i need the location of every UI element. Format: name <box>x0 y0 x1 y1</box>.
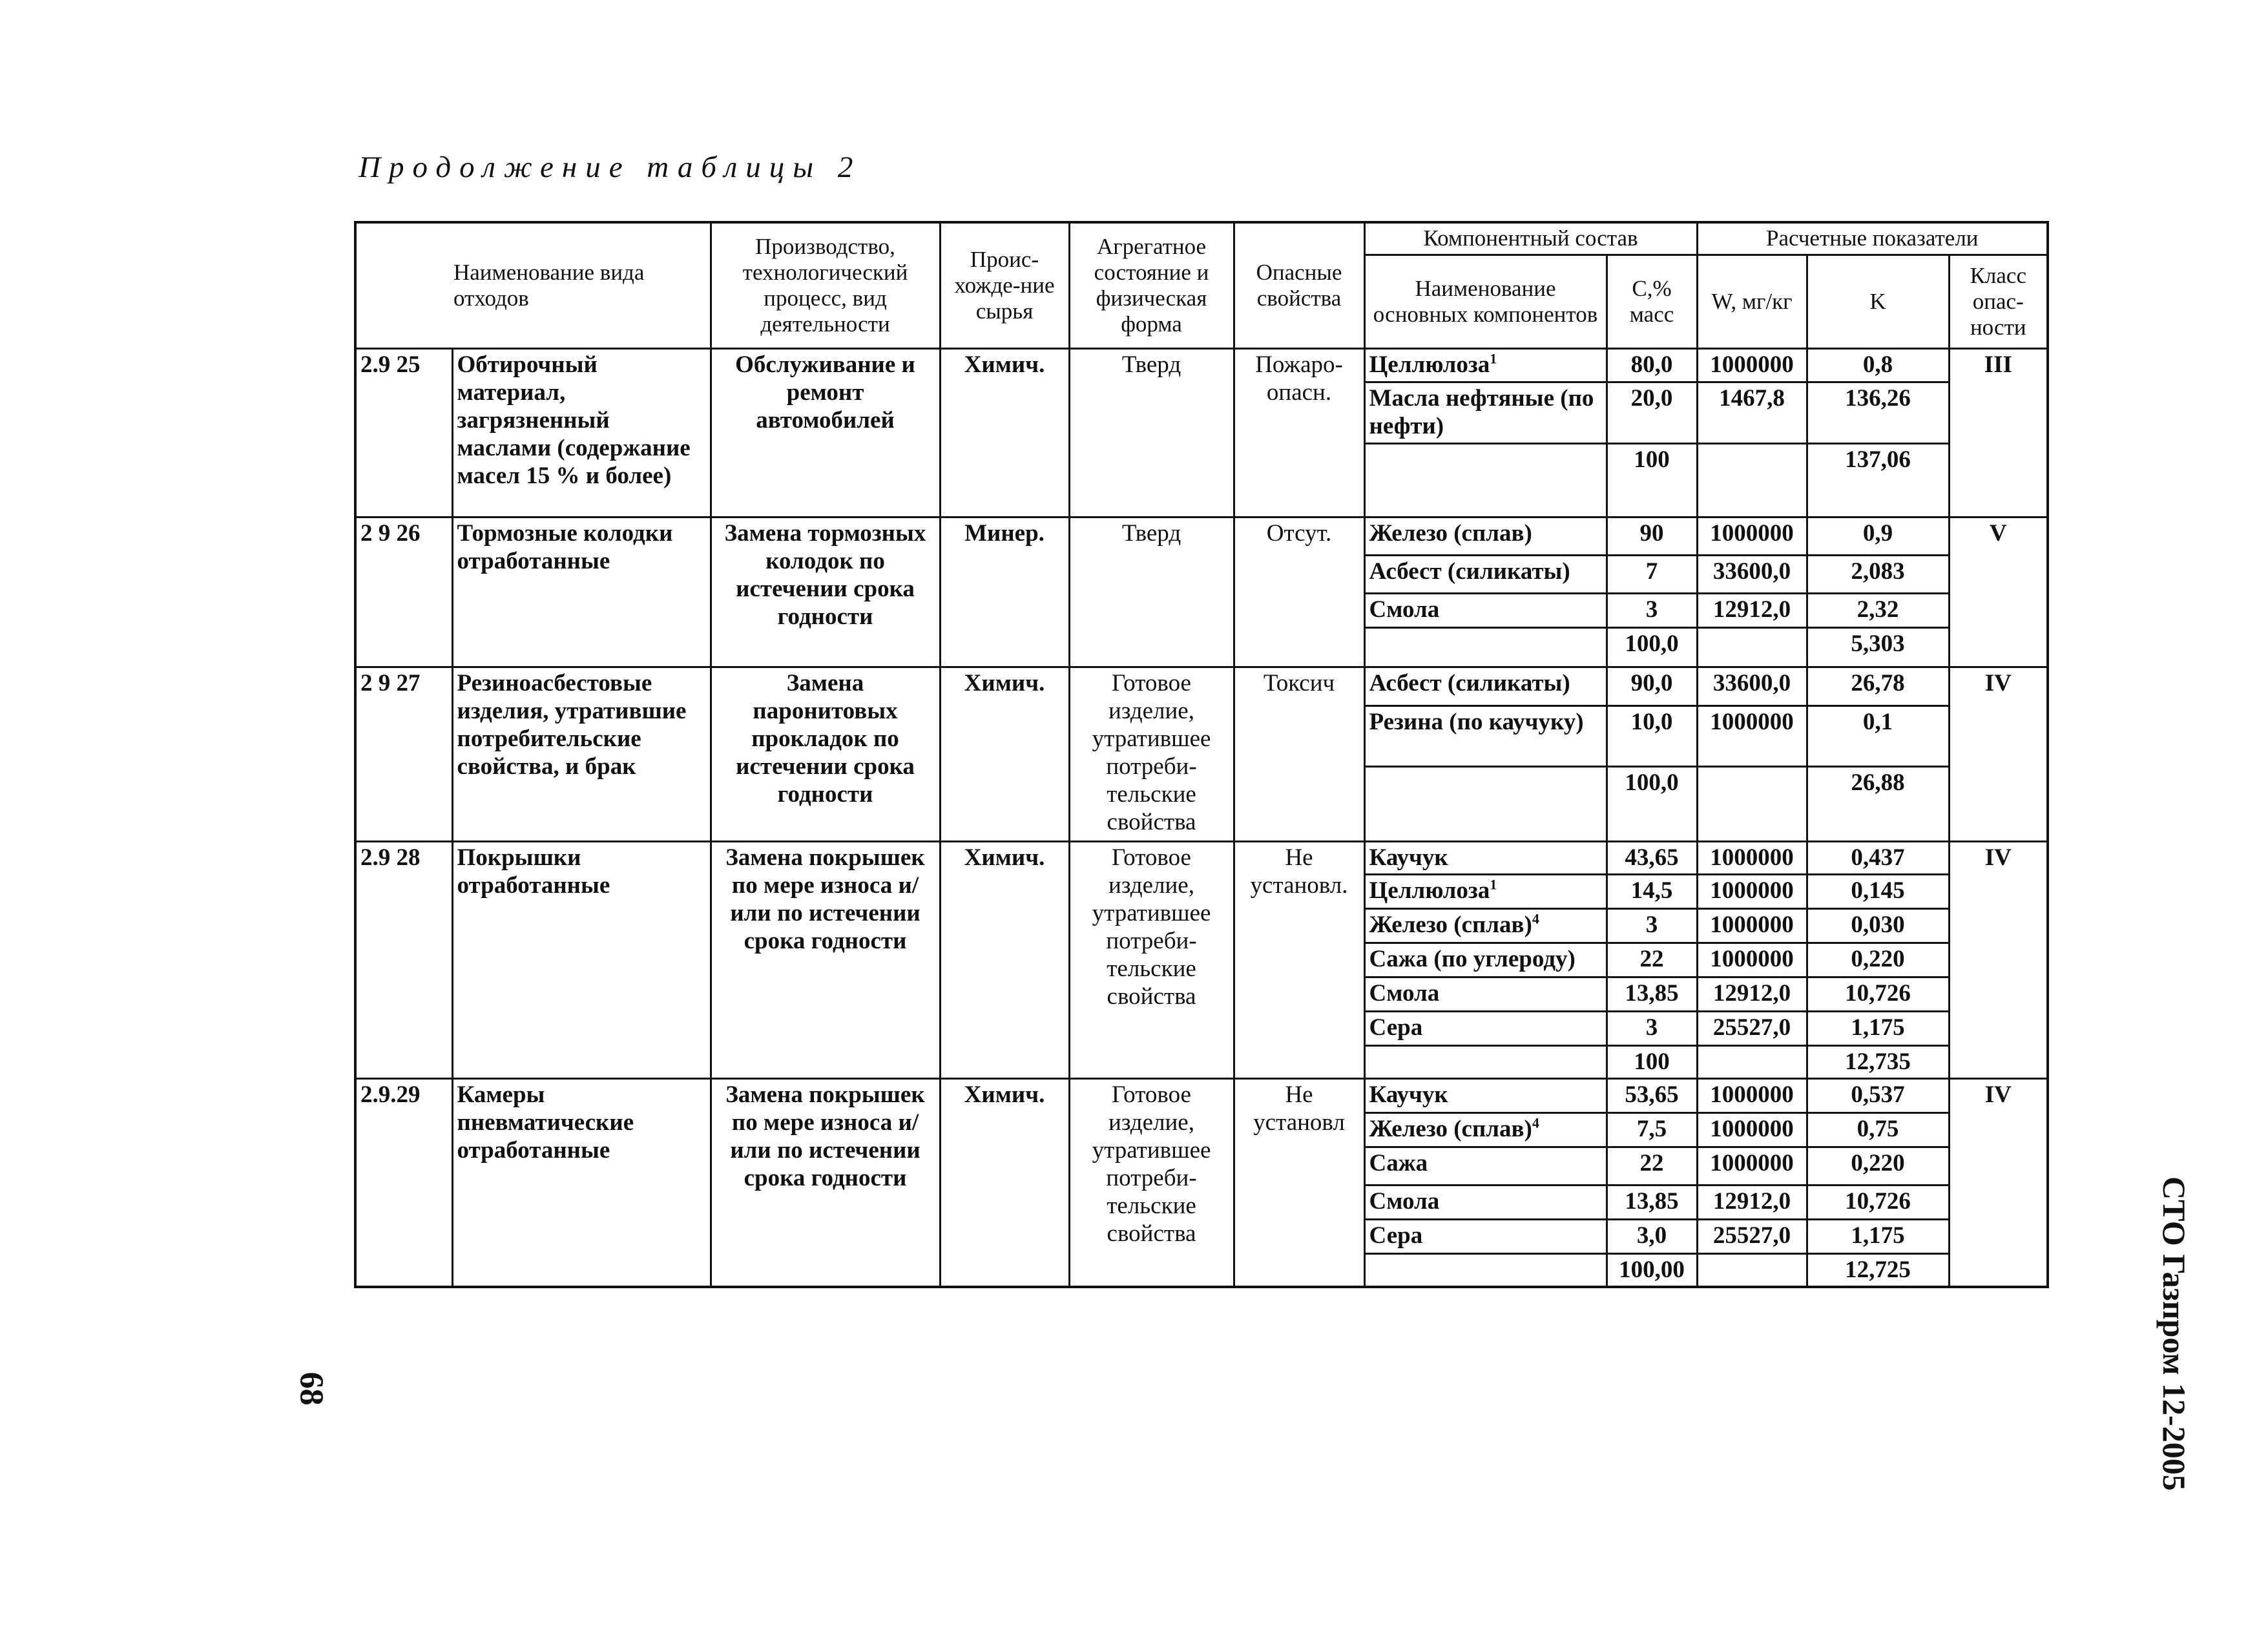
component-name <box>1364 517 1607 556</box>
component-k: 2,32 <box>1807 594 1949 628</box>
component-name <box>1364 1112 1607 1147</box>
component-name-text: Каучук <box>1369 1081 1448 1108</box>
component-name <box>1364 667 1607 705</box>
component-k: 12,725 <box>1807 1253 1949 1287</box>
component-w <box>1697 1253 1807 1287</box>
hazard-properties: Не установл <box>1234 1078 1364 1287</box>
row-number: 2.9.29 <box>355 1078 452 1287</box>
table-header <box>355 222 2048 348</box>
component-w: 25527,0 <box>1697 1012 1807 1046</box>
hazard-properties: Не установл. <box>1234 842 1364 1079</box>
component-name-text: Сера <box>1369 1222 1423 1249</box>
component-c: 100,00 <box>1607 1253 1697 1287</box>
raw-origin: Химич. <box>940 348 1069 517</box>
component-name <box>1364 977 1607 1012</box>
row-number: 2.9 28 <box>355 842 452 1079</box>
component-name <box>1364 1219 1607 1253</box>
header-hazard: Опасные свойства <box>1234 222 1364 348</box>
footnote-mark: 1 <box>1490 350 1497 367</box>
component-k: 2,083 <box>1807 556 1949 594</box>
component-w: 1000000 <box>1697 1147 1807 1185</box>
component-name-text: Резина (по каучуку) <box>1369 708 1584 735</box>
hazard-properties: Токсич <box>1234 667 1364 842</box>
component-k: 136,26 <box>1807 382 1949 444</box>
component-c: 90 <box>1607 517 1697 556</box>
row-number: 2.9 25 <box>355 348 452 517</box>
component-w: 1000000 <box>1697 705 1807 766</box>
table-row <box>355 517 2048 556</box>
component-name <box>1364 842 1607 875</box>
waste-table <box>354 221 2049 1288</box>
component-name <box>1364 556 1607 594</box>
component-k: 0,8 <box>1807 348 1949 382</box>
component-k: 0,030 <box>1807 909 1949 943</box>
table-body <box>355 348 2048 1287</box>
component-c: 22 <box>1607 1147 1697 1185</box>
component-c: 100,0 <box>1607 628 1697 667</box>
component-name <box>1364 382 1607 444</box>
component-name <box>1364 444 1607 517</box>
component-w: 1000000 <box>1697 1112 1807 1147</box>
raw-origin: Минер. <box>940 517 1069 667</box>
header-c: С,% масс <box>1607 255 1697 348</box>
component-name <box>1364 909 1607 943</box>
component-name-text: Каучук <box>1369 844 1448 872</box>
component-w: 12912,0 <box>1697 1185 1807 1219</box>
header-class: Класс опас-ности <box>1949 255 2048 348</box>
component-name-text: Сажа (по углероду) <box>1369 946 1576 973</box>
component-w: 1000000 <box>1697 842 1807 875</box>
production-process: Обслуживание и ремонт автомобилей <box>711 348 940 517</box>
component-w: 1467,8 <box>1697 382 1807 444</box>
component-c: 7,5 <box>1607 1112 1697 1147</box>
hazard-class: V <box>1949 517 2048 667</box>
component-c: 100 <box>1607 444 1697 517</box>
component-name-text: Железо (сплав) <box>1369 520 1532 547</box>
raw-origin: Химич. <box>940 667 1069 842</box>
component-c: 100 <box>1607 1046 1697 1079</box>
component-c: 10,0 <box>1607 705 1697 766</box>
component-c: 53,65 <box>1607 1078 1697 1112</box>
component-k: 10,726 <box>1807 977 1949 1012</box>
table-row <box>355 842 2048 875</box>
component-k: 0,1 <box>1807 705 1949 766</box>
component-k: 0,145 <box>1807 875 1949 909</box>
component-k: 0,537 <box>1807 1078 1949 1112</box>
component-k: 10,726 <box>1807 1185 1949 1219</box>
component-k: 0,437 <box>1807 842 1949 875</box>
waste-name: Покрышки отработанные <box>452 842 711 1079</box>
hazard-class: IV <box>1949 667 2048 842</box>
waste-name: Резиноасбестовые изделия, утратившие потребительские свойства, и брак <box>452 667 711 842</box>
header-state: Агрегатное состояние и физическая форма <box>1069 222 1234 348</box>
hazard-properties: Отсут. <box>1234 517 1364 667</box>
component-name <box>1364 875 1607 909</box>
component-c: 13,85 <box>1607 1185 1697 1219</box>
raw-origin: Химич. <box>940 1078 1069 1287</box>
component-w <box>1697 1046 1807 1079</box>
component-name-text: Смола <box>1369 596 1440 623</box>
component-name-text: Масла нефтяные (по нефти) <box>1369 385 1594 440</box>
component-name-text: Сажа <box>1369 1149 1428 1176</box>
component-k: 5,303 <box>1807 628 1949 667</box>
component-c: 13,85 <box>1607 977 1697 1012</box>
component-name-text: Сера <box>1369 1014 1423 1041</box>
component-w <box>1697 628 1807 667</box>
component-name-text: Целлюлоза <box>1369 351 1490 378</box>
aggregate-state: Готовое изделие, утратившее потреби-тельские свойства <box>1069 1078 1234 1287</box>
component-name <box>1364 348 1607 382</box>
aggregate-state: Готовое изделие, утратившее потреби-тельские свойства <box>1069 842 1234 1079</box>
table-row <box>355 667 2048 705</box>
footnote-mark: 4 <box>1532 1114 1539 1131</box>
raw-origin: Химич. <box>940 842 1069 1079</box>
component-c: 100,0 <box>1607 766 1697 842</box>
component-w: 12912,0 <box>1697 977 1807 1012</box>
row-number: 2 9 26 <box>355 517 452 667</box>
waste-name: Обтирочный материал, загрязненный маслами (содержание масел 15 % и более) <box>452 348 711 517</box>
component-k: 1,175 <box>1807 1219 1949 1253</box>
component-name-text: Железо (сплав) <box>1369 1115 1532 1142</box>
component-c: 90,0 <box>1607 667 1697 705</box>
hazard-class: IV <box>1949 842 2048 1079</box>
hazard-properties: Пожаро-опасн. <box>1234 348 1364 517</box>
table-caption: Продолжение таблицы 2 <box>359 151 862 184</box>
aggregate-state: Тверд <box>1069 348 1234 517</box>
component-c: 20,0 <box>1607 382 1697 444</box>
hazard-class: III <box>1949 348 2048 517</box>
waste-name: Камеры пневматические отработанные <box>452 1078 711 1287</box>
document-id: СТО Газпром 12-2005 <box>2156 1176 2192 1491</box>
component-k: 0,220 <box>1807 1147 1949 1185</box>
component-w: 33600,0 <box>1697 667 1807 705</box>
component-w: 1000000 <box>1697 1078 1807 1112</box>
component-name <box>1364 766 1607 842</box>
component-w: 25527,0 <box>1697 1219 1807 1253</box>
component-name <box>1364 1147 1607 1185</box>
component-c: 22 <box>1607 943 1697 977</box>
header-composition: Компонентный состав <box>1364 222 1697 255</box>
component-c: 3 <box>1607 909 1697 943</box>
component-c: 43,65 <box>1607 842 1697 875</box>
component-w: 33600,0 <box>1697 556 1807 594</box>
header-production: Производство, технологический процесс, вид деятельности <box>711 222 940 348</box>
component-c: 80,0 <box>1607 348 1697 382</box>
component-w: 1000000 <box>1697 875 1807 909</box>
component-w <box>1697 444 1807 517</box>
component-name-text: Целлюлоза <box>1369 877 1490 904</box>
aggregate-state: Тверд <box>1069 517 1234 667</box>
footnote-mark: 1 <box>1490 876 1497 893</box>
component-name <box>1364 705 1607 766</box>
page-number: 68 <box>293 1372 330 1406</box>
component-w: 1000000 <box>1697 517 1807 556</box>
component-k: 26,88 <box>1807 766 1949 842</box>
component-w: 1000000 <box>1697 348 1807 382</box>
component-c: 3,0 <box>1607 1219 1697 1253</box>
component-k: 26,78 <box>1807 667 1949 705</box>
component-w: 12912,0 <box>1697 594 1807 628</box>
production-process: Замена тормозных колодок по истечении срока годности <box>711 517 940 667</box>
component-name <box>1364 1253 1607 1287</box>
aggregate-state: Готовое изделие, утратившее потреби-тельские свойства <box>1069 667 1234 842</box>
component-name-text: Асбест (силикаты) <box>1369 670 1570 697</box>
component-w: 1000000 <box>1697 943 1807 977</box>
row-number: 2 9 27 <box>355 667 452 842</box>
header-k: K <box>1807 255 1949 348</box>
hazard-class: IV <box>1949 1078 2048 1287</box>
header-component-name: Наименование основных компонентов <box>1364 255 1607 348</box>
header-w: W, мг/кг <box>1697 255 1807 348</box>
component-name <box>1364 943 1607 977</box>
component-k: 12,735 <box>1807 1046 1949 1079</box>
component-k: 0,9 <box>1807 517 1949 556</box>
component-name <box>1364 1012 1607 1046</box>
component-k: 1,175 <box>1807 1012 1949 1046</box>
table-row <box>355 348 2048 382</box>
component-name <box>1364 628 1607 667</box>
component-name <box>1364 594 1607 628</box>
header-name: Наименование вида отходов <box>355 222 711 348</box>
component-name-text: Смола <box>1369 1187 1440 1215</box>
waste-name: Тормозные колодки отработанные <box>452 517 711 667</box>
component-name-text: Смола <box>1369 980 1440 1007</box>
component-w <box>1697 766 1807 842</box>
footnote-mark: 4 <box>1532 910 1539 927</box>
table-row <box>355 1078 2048 1112</box>
component-c: 7 <box>1607 556 1697 594</box>
production-process: Замена паронитовых прокладок по истечении срока годности <box>711 667 940 842</box>
component-k: 137,06 <box>1807 444 1949 517</box>
header-calc: Расчетные показатели <box>1697 222 2048 255</box>
component-name <box>1364 1185 1607 1219</box>
production-process: Замена покрышек по мере износа и/или по истечении срока годности <box>711 1078 940 1287</box>
component-name-text: Железо (сплав) <box>1369 912 1532 939</box>
component-k: 0,75 <box>1807 1112 1949 1147</box>
component-name-text: Асбест (силикаты) <box>1369 558 1570 585</box>
component-c: 14,5 <box>1607 875 1697 909</box>
component-w: 1000000 <box>1697 909 1807 943</box>
production-process: Замена покрышек по мере износа и/или по истечении срока годности <box>711 842 940 1079</box>
component-name <box>1364 1046 1607 1079</box>
component-c: 3 <box>1607 1012 1697 1046</box>
component-k: 0,220 <box>1807 943 1949 977</box>
component-c: 3 <box>1607 594 1697 628</box>
header-origin: Проис-хожде-ние сырья <box>940 222 1069 348</box>
component-name <box>1364 1078 1607 1112</box>
